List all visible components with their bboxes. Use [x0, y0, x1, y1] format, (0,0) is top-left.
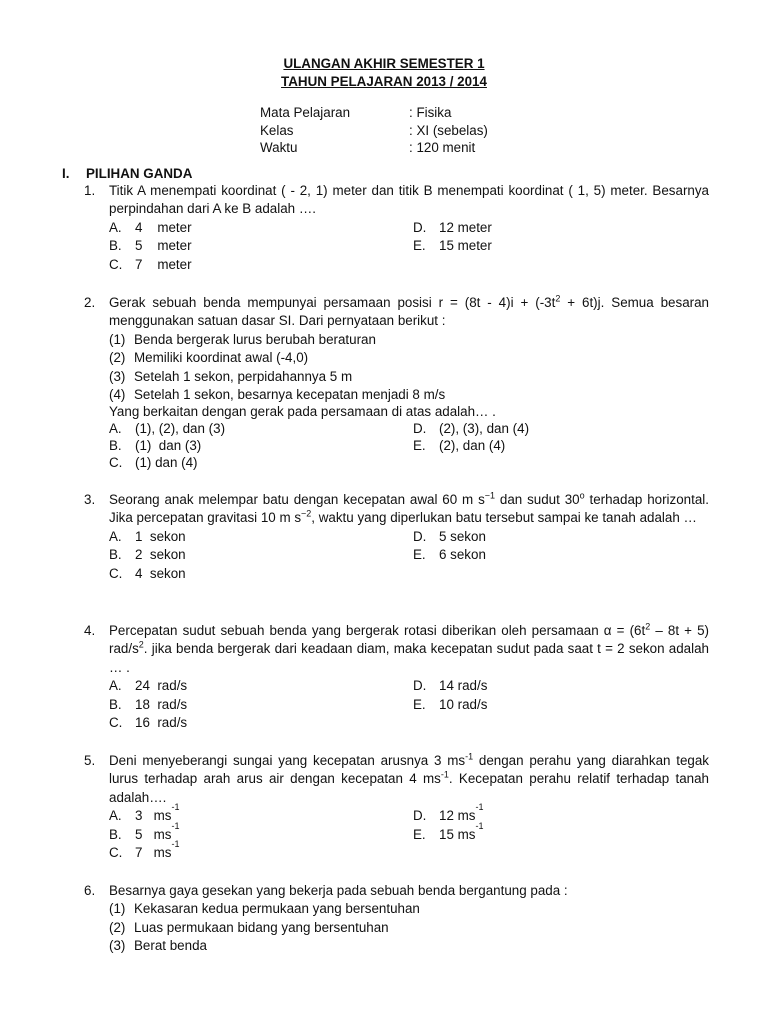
question-text-part: dan sudut 30	[495, 492, 580, 507]
meta-value: : Fisika	[409, 105, 452, 120]
exponent: −2	[301, 508, 312, 519]
option-text: 15 ms	[439, 826, 476, 842]
option-e	[413, 437, 713, 454]
question-text: Titik A menempati koordinat ( - 2, 1) meter dan titik B menempati koordinat ( 1, 5) meter. Besarnya perpindahan dari A ke B adalah ….	[109, 183, 709, 217]
question-5	[84, 752, 709, 862]
option-d	[413, 420, 713, 437]
option-e	[413, 237, 713, 255]
option-letter: E.	[413, 547, 426, 563]
option-letter: B.	[109, 696, 122, 712]
statement-number: (1)	[109, 331, 126, 347]
statement-3	[109, 937, 709, 955]
option-text: (1) dan (4)	[135, 455, 198, 471]
question-text-part: + 6t)j. Semua besaran menggunakan satuan dasar SI. Dari pernyataan berikut :	[109, 295, 710, 329]
option-text: 4 sekon	[135, 565, 186, 581]
question-text-part: terhadap horizontal. Jika percepatan gravitasi 10 m s	[109, 492, 709, 526]
question-prompt: Yang berkaitan dengan gerak pada persamaan di atas adalah… .	[109, 404, 496, 420]
meta-value: : XI (sebelas)	[409, 122, 488, 138]
option-letter: C.	[109, 455, 123, 471]
question-3	[84, 491, 709, 583]
question-6	[84, 882, 709, 956]
option-text: 5 sekon	[439, 528, 486, 544]
option-letter: B.	[109, 826, 122, 842]
unit-exponent: -1	[475, 820, 484, 831]
option-c	[109, 714, 413, 732]
option-letter: E.	[413, 238, 426, 254]
option-letter: E.	[413, 438, 426, 454]
option-b	[109, 546, 413, 564]
question-text: Besarnya gaya gesekan yang bekerja pada sebuah benda bergantung pada :	[109, 883, 568, 898]
exam-meta	[260, 104, 488, 157]
option-text: (2), dan (4)	[439, 438, 506, 454]
option-letter: A.	[109, 808, 122, 824]
answer-options	[109, 420, 709, 471]
question-text-part: . Kecepatan perahu relatif terhadap tanah adalah….	[109, 771, 709, 805]
option-text: 3 ms	[135, 808, 172, 824]
question-text-part: Seorang anak melempar batu dengan kecepatan awal 60 m s	[109, 492, 485, 507]
option-c	[109, 565, 413, 583]
statement-number: (4)	[109, 387, 126, 403]
meta-row-subject	[260, 104, 488, 122]
question-text	[109, 622, 709, 677]
option-a	[109, 802, 413, 825]
exponent: 2	[138, 639, 144, 650]
option-letter: C.	[109, 845, 123, 861]
option-text: 24 rad/s	[135, 678, 188, 694]
statement-text: Benda bergerak lurus berubah beraturan	[134, 331, 376, 347]
option-letter: D.	[413, 808, 427, 824]
option-b	[109, 237, 413, 255]
unit-exponent: -1	[171, 820, 180, 831]
option-text: 12 meter	[439, 219, 492, 235]
unit-exponent: -1	[475, 802, 484, 813]
option-text: 4 meter	[135, 219, 192, 235]
meta-row-time	[260, 139, 488, 157]
option-text: (1), (2), dan (3)	[135, 421, 226, 437]
option-letter: A.	[109, 678, 122, 694]
question-1	[84, 182, 709, 274]
option-text: 18 rad/s	[135, 696, 188, 712]
option-e	[413, 546, 713, 564]
option-d	[413, 219, 713, 237]
option-text: 12 ms	[439, 808, 476, 824]
statement-text: Memiliki koordinat awal (-4,0)	[134, 350, 309, 366]
meta-row-class	[260, 122, 488, 140]
question-text-part: dengan perahu yang diarahkan tegak lurus terhadap arah arus air dengan kecepatan 4 ms	[109, 753, 709, 787]
option-text: 7 ms	[135, 845, 172, 861]
meta-value: : 120 menit	[409, 140, 476, 155]
statement-4	[109, 386, 709, 404]
question-number: 5.	[84, 753, 96, 768]
option-text: (2), (3), dan (4)	[439, 421, 530, 437]
option-letter: D.	[413, 678, 427, 694]
option-text: 14 rad/s	[439, 678, 488, 694]
question-text	[109, 491, 709, 528]
option-d	[413, 677, 713, 695]
exponent: 2	[645, 621, 651, 632]
statement-text: Luas permukaan bidang yang bersentuhan	[134, 919, 389, 935]
option-letter: B.	[109, 238, 122, 254]
option-letter: B.	[109, 547, 122, 563]
option-b	[109, 437, 413, 454]
statement-2	[109, 349, 709, 367]
statement-number: (2)	[109, 350, 126, 366]
question-4	[84, 622, 709, 732]
option-a	[109, 420, 413, 437]
option-text: 15 meter	[439, 238, 492, 254]
option-c	[109, 454, 413, 471]
option-b	[109, 696, 413, 714]
section-heading	[62, 165, 192, 183]
question-text-part: Gerak sebuah benda mempunyai persamaan posisi r = (8t - 4)i + (-3t	[109, 295, 556, 310]
question-number: 6.	[84, 883, 96, 898]
option-letter: E.	[413, 696, 426, 712]
option-e	[413, 820, 713, 844]
answer-options	[109, 219, 709, 274]
option-letter: D.	[413, 528, 427, 544]
exponent: 2	[555, 293, 561, 304]
question-text	[109, 752, 709, 807]
option-letter: C.	[109, 256, 123, 272]
option-text: (1) dan (3)	[135, 438, 202, 454]
question-text-part: Deni menyeberangi sungai yang kecepatan arusnya 3 ms	[109, 753, 466, 768]
section-title: PILIHAN GANDA	[86, 166, 193, 181]
option-letter: A.	[109, 219, 122, 235]
option-letter: A.	[109, 421, 122, 437]
unit-exponent: -1	[171, 839, 180, 850]
answer-options	[109, 528, 709, 583]
option-e	[413, 696, 713, 714]
question-text-part: – 8t + 5) rad/s	[109, 623, 709, 657]
degree-symbol: o	[579, 490, 585, 501]
option-d	[413, 802, 713, 825]
exam-year: TAHUN PELAJARAN 2013 / 2014	[281, 74, 487, 89]
statement-text: Berat benda	[134, 938, 207, 954]
exponent: -1	[465, 751, 474, 762]
statement-1	[109, 900, 709, 918]
answer-options	[109, 802, 709, 862]
option-a	[109, 677, 413, 695]
exam-header	[0, 55, 768, 91]
option-a	[109, 219, 413, 237]
option-text: 5 meter	[135, 238, 192, 254]
section-number: I.	[62, 166, 70, 181]
option-letter: C.	[109, 565, 123, 581]
option-text: 2 sekon	[135, 547, 186, 563]
meta-key: Kelas	[260, 122, 294, 138]
question-number: 3.	[84, 492, 96, 507]
option-text: 6 sekon	[439, 547, 486, 563]
option-text: 1 sekon	[135, 528, 186, 544]
statement-text: Setelah 1 sekon, perpidahannya 5 m	[134, 368, 353, 384]
option-text: 16 rad/s	[135, 715, 188, 731]
question-number: 1.	[84, 183, 96, 198]
statement-number: (1)	[109, 901, 126, 917]
option-a	[109, 528, 413, 546]
option-text: 10 rad/s	[439, 696, 488, 712]
option-letter: C.	[109, 715, 123, 731]
option-text: 7 meter	[135, 256, 192, 272]
question-number: 4.	[84, 623, 96, 638]
option-b	[109, 820, 413, 844]
question-number: 2.	[84, 295, 96, 310]
statement-text: Setelah 1 sekon, besarnya kecepatan menjadi 8 m/s	[134, 387, 446, 403]
option-letter: B.	[109, 438, 122, 454]
exam-title: ULANGAN AKHIR SEMESTER 1	[283, 56, 485, 71]
meta-key: Waktu	[260, 140, 298, 155]
question-text-part: , waktu yang diperlukan batu tersebut sampai ke tanah adalah …	[311, 510, 697, 526]
option-letter: D.	[413, 219, 427, 235]
statement-number: (3)	[109, 938, 126, 954]
statement-2	[109, 919, 709, 937]
question-text-part: . jika benda bergerak dari keadaan diam, maka kecepatan sudut pada saat t = 2 sekon adalah … .	[109, 641, 709, 675]
question-text-part: Percepatan sudut sebuah benda yang bergerak rotasi diberikan oleh persamaan α = (6t	[109, 623, 646, 638]
statement-text: Kekasaran kedua permukaan yang bersentuhan	[134, 901, 420, 917]
question-2	[84, 294, 709, 471]
statement-number: (2)	[109, 919, 126, 935]
exponent: −1	[484, 490, 496, 501]
option-c	[109, 256, 413, 274]
option-letter: D.	[413, 421, 427, 437]
unit-exponent: -1	[171, 802, 180, 813]
option-text: 5 ms	[135, 826, 172, 842]
statement-number: (3)	[109, 368, 126, 384]
option-c	[109, 839, 413, 862]
statement-3	[109, 368, 709, 386]
answer-options	[109, 677, 709, 732]
exponent: -1	[440, 769, 449, 780]
meta-key: Mata Pelajaran	[260, 105, 351, 120]
question-text	[109, 294, 709, 331]
option-letter: E.	[413, 826, 426, 842]
option-letter: A.	[109, 528, 122, 544]
statement-1	[109, 331, 709, 349]
option-d	[413, 528, 713, 546]
